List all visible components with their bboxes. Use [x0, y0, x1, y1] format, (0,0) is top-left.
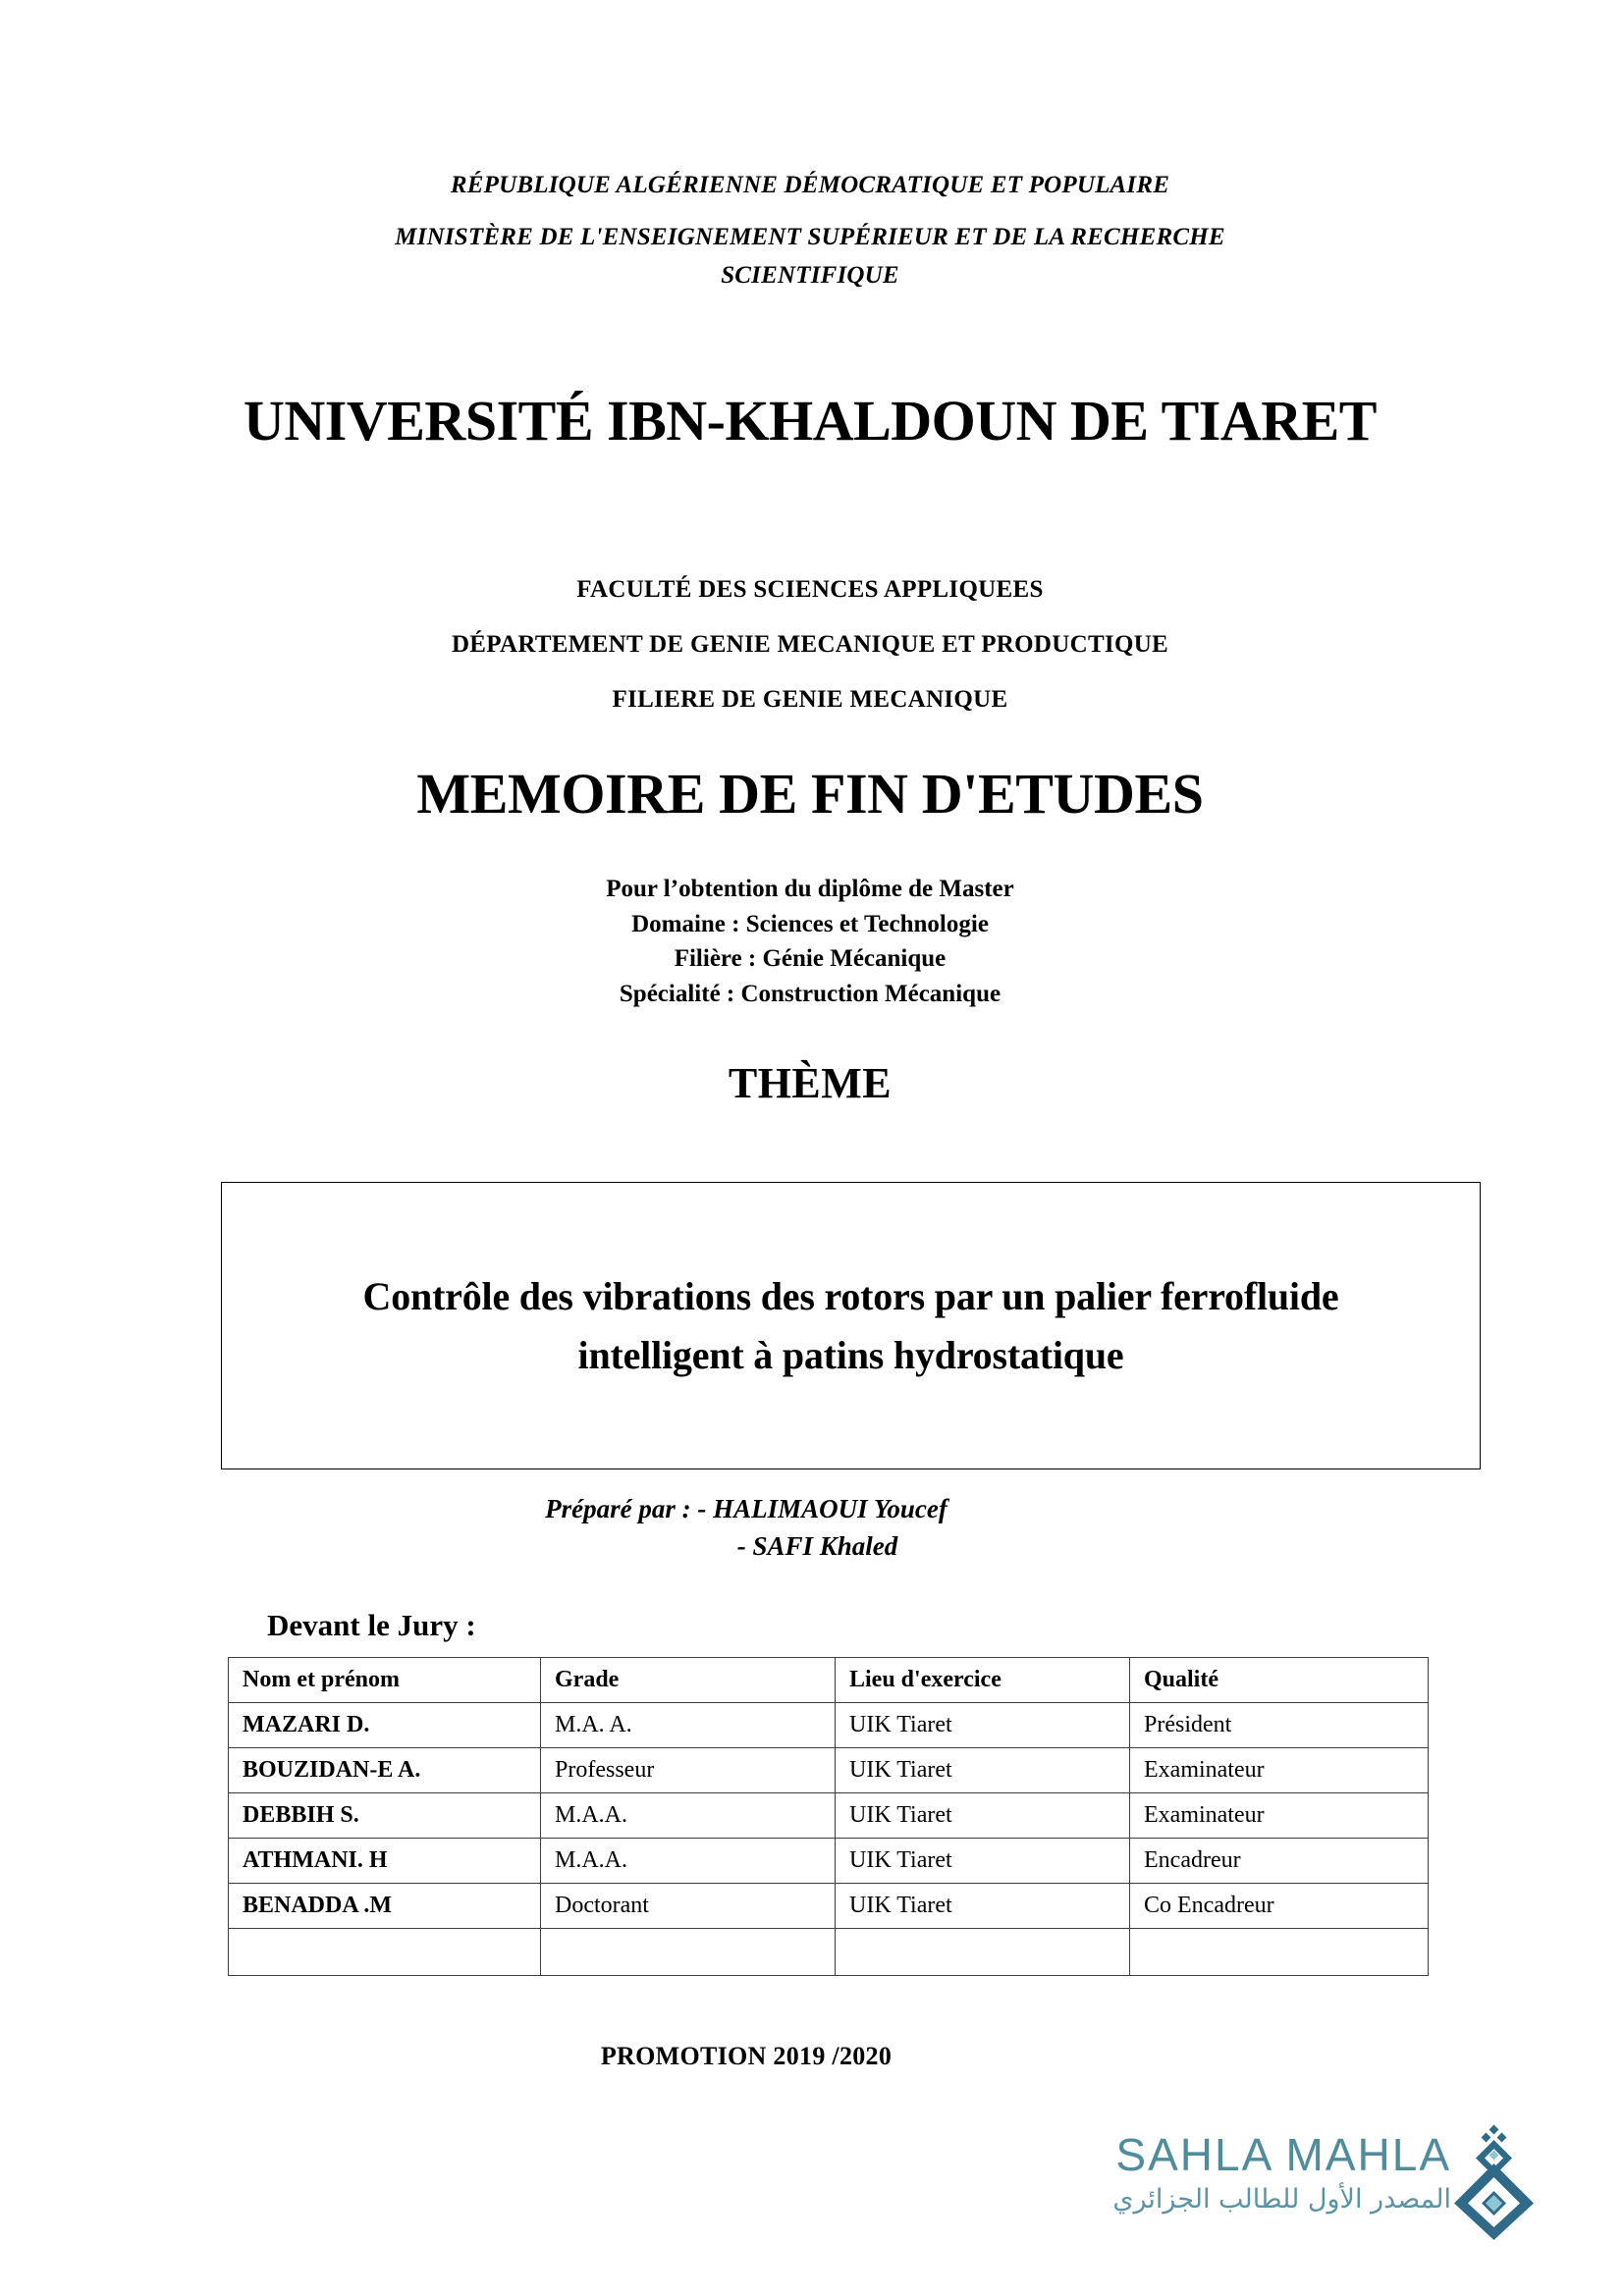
jury-grade: Doctorant	[541, 1884, 836, 1929]
theme-title: Contrôle des vibrations des rotors par un palier ferrofluide intelligent à patins hydrostatique	[362, 1274, 1339, 1377]
authors-block	[226, 1490, 1267, 1566]
table-row	[229, 1884, 1429, 1929]
ministry-line: MINISTÈRE DE L'ENSEIGNEMENT SUPÉRIEUR ET DE LA RECHERCHE SCIENTIFIQUE	[395, 223, 1225, 289]
jury-name: DEBBIH S.	[229, 1793, 541, 1839]
jury-place: UIK Tiaret	[836, 1884, 1130, 1929]
table-row	[229, 1748, 1429, 1793]
jury-grade: Professeur	[541, 1748, 836, 1793]
theme-label: THÈME	[728, 1059, 893, 1107]
diamond-emblem-icon	[1439, 2124, 1549, 2240]
jury-grade: M.A.A.	[541, 1839, 836, 1884]
jury-name: BENADDA .M	[229, 1884, 541, 1929]
diploma-details	[226, 872, 1394, 1011]
table-header-row	[229, 1658, 1429, 1703]
sahla-mahla-logo	[1108, 2129, 1540, 2260]
promotion-year: PROMOTION 2019 /2020	[600, 2042, 893, 2070]
republic-line: RÉPUBLIQUE ALGÉRIENNE DÉMOCRATIQUE ET POPULAIRE	[450, 172, 1170, 198]
column-header-grade: Grade	[541, 1658, 836, 1703]
jury-quality: Examinateur	[1130, 1748, 1429, 1793]
document-type-title: MEMOIRE DE FIN D'ETUDES	[416, 762, 1204, 826]
table-row	[229, 1839, 1429, 1884]
logo-arabic-tagline: المصدر الأول للطالب الجزائري	[1112, 2184, 1451, 2215]
column-header-name: Nom et prénom	[229, 1658, 541, 1703]
diploma-domaine: Domaine : Sciences et Technologie	[631, 910, 989, 937]
jury-quality: Examinateur	[1130, 1793, 1429, 1839]
jury-grade: M.A.A.	[541, 1793, 836, 1839]
department-name: DÉPARTEMENT DE GENIE MECANIQUE ET PRODUCTIQUE	[451, 631, 1169, 658]
author-line-1: Préparé par : - HALIMAOUI Youcef	[545, 1494, 947, 1523]
diploma-filiere: Filière : Génie Mécanique	[674, 945, 947, 972]
jury-quality: Président	[1130, 1703, 1429, 1748]
jury-name: ATHMANI. H	[229, 1839, 541, 1884]
table-row	[229, 1793, 1429, 1839]
faculty-block	[226, 577, 1394, 712]
theme-box	[221, 1182, 1481, 1469]
jury-place: UIK Tiaret	[836, 1793, 1130, 1839]
empty-cell	[836, 1929, 1130, 1976]
university-name: UNIVERSITÉ IBN-KHALDOUN DE TIARET	[244, 389, 1377, 453]
jury-place: UIK Tiaret	[836, 1748, 1130, 1793]
empty-cell	[541, 1929, 836, 1976]
diploma-specialite: Spécialité : Construction Mécanique	[619, 980, 1001, 1007]
jury-grade: M.A. A.	[541, 1703, 836, 1748]
author-line-2: - SAFI Khaled	[736, 1531, 898, 1562]
diploma-purpose: Pour l’obtention du diplôme de Master	[606, 876, 1014, 902]
jury-place: UIK Tiaret	[836, 1839, 1130, 1884]
ministry-header	[226, 167, 1394, 294]
empty-cell	[229, 1929, 541, 1976]
column-header-quality: Qualité	[1130, 1658, 1429, 1703]
jury-quality: Co Encadreur	[1130, 1884, 1429, 1929]
logo-wordmark: SAHLA MAHLA	[1115, 2129, 1451, 2180]
empty-cell	[1130, 1929, 1429, 1976]
jury-label: Devant le Jury :	[267, 1608, 476, 1642]
table-row	[229, 1703, 1429, 1748]
jury-name: MAZARI D.	[229, 1703, 541, 1748]
filiere-name: FILIERE DE GENIE MECANIQUE	[612, 686, 1008, 713]
jury-table	[228, 1657, 1429, 1976]
jury-place: UIK Tiaret	[836, 1703, 1130, 1748]
jury-name: BOUZIDAN-E A.	[229, 1748, 541, 1793]
table-row-empty	[229, 1929, 1429, 1976]
column-header-place: Lieu d'exercice	[836, 1658, 1130, 1703]
faculty-name: FACULTÉ DES SCIENCES APPLIQUEES	[576, 576, 1044, 603]
jury-quality: Encadreur	[1130, 1839, 1429, 1884]
